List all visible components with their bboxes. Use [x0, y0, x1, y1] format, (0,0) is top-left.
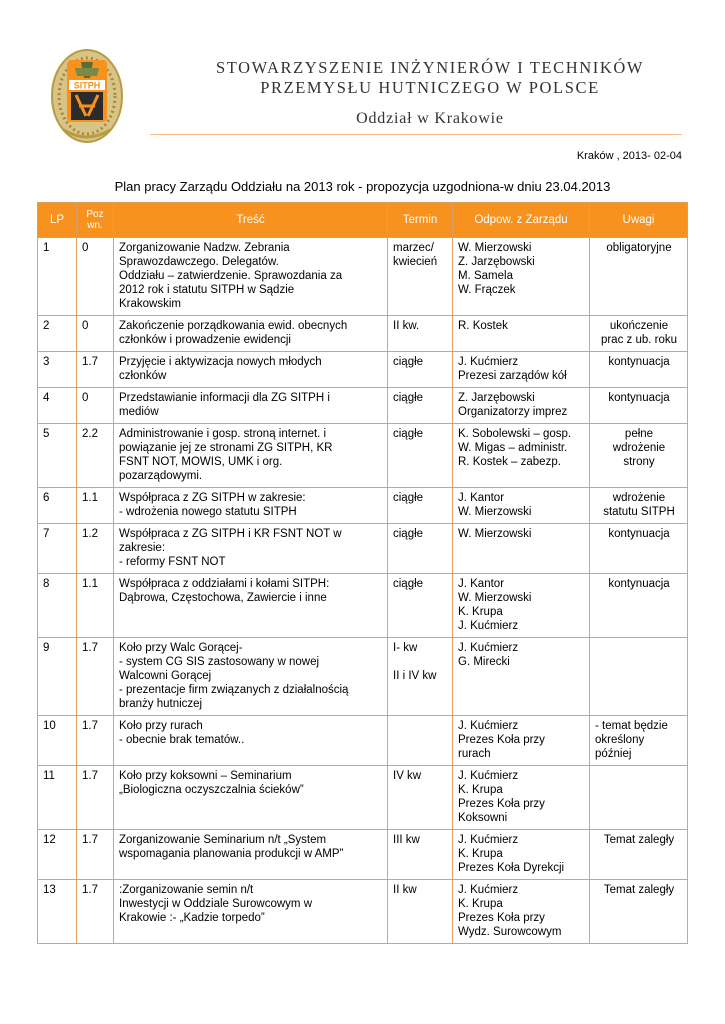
cell-odpow: K. Sobolewski – gosp. W. Migas – administr. R. Kostek – zabezp.: [453, 424, 590, 488]
cell-poz: 1.2: [77, 524, 114, 574]
cell-odpow: W. Mierzowski Z. Jarzębowski M. Samela W. Frączek: [453, 238, 590, 316]
cell-lp: 6: [38, 488, 77, 524]
table-row: [38, 716, 688, 766]
cell-odpow: J. Kantor W. Mierzowski K. Krupa J. Kućmierz: [453, 574, 590, 638]
cell-poz: 1.1: [77, 574, 114, 638]
cell-lp: 13: [38, 880, 77, 944]
work-plan-table: [37, 202, 688, 944]
cell-termin: marzec/ kwiecień: [388, 238, 453, 316]
table-row: [38, 424, 688, 488]
column-header-lp: LP: [38, 203, 77, 238]
cell-lp: 10: [38, 716, 77, 766]
cell-uwagi: kontynuacja: [590, 352, 688, 388]
table-row: [38, 524, 688, 574]
cell-lp: 9: [38, 638, 77, 716]
table-row: [38, 766, 688, 830]
header-rule: [150, 134, 682, 135]
cell-uwagi: pełne wdrożenie strony: [590, 424, 688, 488]
cell-termin: ciągłe: [388, 352, 453, 388]
table-body: [38, 238, 688, 944]
cell-termin: II kw: [388, 880, 453, 944]
table-row: [38, 574, 688, 638]
cell-odpow: R. Kostek: [453, 316, 590, 352]
cell-odpow: J. Kućmierz Prezesi zarządów kół: [453, 352, 590, 388]
cell-odpow: J. Kućmierz Prezes Koła przy rurach: [453, 716, 590, 766]
cell-tresc: Zorganizowanie Nadzw. Zebrania Sprawozdawczego. Delegatów. Oddziału – zatwierdzenie. Sprawozdania za 2012 rok i statutu SITPH w Sądzie Krakowskim: [114, 238, 388, 316]
cell-termin: IV kw: [388, 766, 453, 830]
sitph-logo: [50, 48, 124, 144]
cell-termin: II kw.: [388, 316, 453, 352]
cell-poz: 0: [77, 238, 114, 316]
cell-poz: 0: [77, 388, 114, 424]
cell-uwagi: ukończenie prac z ub. roku: [590, 316, 688, 352]
organization-name-line1: STOWARZYSZENIE INŻYNIERÓW I TECHNIKÓW: [215, 58, 645, 77]
cell-uwagi: wdrożenie statutu SITPH: [590, 488, 688, 524]
document-date: Kraków , 2013- 02-04: [576, 150, 682, 162]
branch-name: Oddział w Krakowie: [356, 110, 504, 127]
cell-lp: 11: [38, 766, 77, 830]
cell-tresc: Zorganizowanie Seminarium n/t „System wspomagania planowania produkcji w AMP”: [114, 830, 388, 880]
cell-tresc: Administrowanie i gosp. stroną internet. i powiązanie jej ze stronami ZG SITPH, KR FSNT NOT, MOWIS, UMK i org. pozarządowymi.: [114, 424, 388, 488]
cell-tresc: :Zorganizowanie semin n/t Inwestycji w Oddziale Surowcowym w Krakowie :- „Kadzie torpedo”: [114, 880, 388, 944]
cell-termin: I- kw II i IV kw: [388, 638, 453, 716]
cell-uwagi: Temat zaległy: [590, 880, 688, 944]
cell-odpow: J. Kućmierz K. Krupa Prezes Koła Dyrekcji: [453, 830, 590, 880]
cell-tresc: Współpraca z ZG SITPH w zakresie: - wdrożenia nowego statutu SITPH: [114, 488, 388, 524]
table-row: [38, 638, 688, 716]
cell-lp: 4: [38, 388, 77, 424]
cell-tresc: Przyjęcie i aktywizacja nowych młodych członków: [114, 352, 388, 388]
cell-tresc: Koło przy koksowni – Seminarium „Biologiczna oczyszczalnia ścieków”: [114, 766, 388, 830]
cell-poz: 1.7: [77, 352, 114, 388]
cell-odpow: J. Kućmierz K. Krupa Prezes Koła przy Wydz. Surowcowym: [453, 880, 590, 944]
document-title: Plan pracy Zarządu Oddziału na 2013 rok - propozycja uzgodniona-w dniu 23.04.2013: [114, 179, 611, 194]
cell-odpow: Z. Jarzębowski Organizatorzy imprez: [453, 388, 590, 424]
cell-poz: 1.7: [77, 880, 114, 944]
cell-termin: ciągłe: [388, 488, 453, 524]
table-row: [38, 830, 688, 880]
column-header-odpow: Odpow. z Zarządu: [453, 203, 590, 238]
table-row: [38, 388, 688, 424]
cell-uwagi: kontynuacja: [590, 388, 688, 424]
cell-poz: 1.1: [77, 488, 114, 524]
cell-tresc: Współpraca z oddziałami i kołami SITPH: Dąbrowa, Częstochowa, Zawiercie i inne: [114, 574, 388, 638]
table-row: [38, 352, 688, 388]
cell-termin: ciągłe: [388, 388, 453, 424]
table-row: [38, 238, 688, 316]
svg-text:SITPH: SITPH: [73, 80, 101, 91]
cell-uwagi: kontynuacja: [590, 574, 688, 638]
column-header-tresc: Treść: [114, 203, 388, 238]
cell-uwagi: obligatoryjne: [590, 238, 688, 316]
table-row: [38, 488, 688, 524]
cell-poz: 2.2: [77, 424, 114, 488]
cell-poz: 0: [77, 316, 114, 352]
cell-termin: ciągłe: [388, 424, 453, 488]
cell-termin: III kw: [388, 830, 453, 880]
cell-termin: ciągłe: [388, 524, 453, 574]
cell-tresc: Koło przy rurach - obecnie brak tematów..: [114, 716, 388, 766]
table-row: [38, 316, 688, 352]
cell-lp: 12: [38, 830, 77, 880]
cell-uwagi: kontynuacja: [590, 524, 688, 574]
cell-termin: ciągłe: [388, 574, 453, 638]
cell-uwagi: [590, 638, 688, 716]
table-header-row: [38, 203, 688, 238]
table-row: [38, 880, 688, 944]
column-header-termin: Termin: [388, 203, 453, 238]
cell-tresc: Współpraca z ZG SITPH i KR FSNT NOT w zakresie: - reformy FSNT NOT: [114, 524, 388, 574]
cell-termin: [388, 716, 453, 766]
cell-lp: 2: [38, 316, 77, 352]
cell-tresc: Koło przy Walc Gorącej- - system CG SIS zastosowany w nowej Walcowni Gorącej - prezentacje firm związanych z działalnością branży hutniczej: [114, 638, 388, 716]
cell-lp: 3: [38, 352, 77, 388]
column-header-poz: Poz wn.: [77, 203, 114, 238]
cell-uwagi: - temat będzie określony później: [590, 716, 688, 766]
cell-uwagi: Temat zaległy: [590, 830, 688, 880]
cell-lp: 5: [38, 424, 77, 488]
organization-name-line2: PRZEMYSŁU HUTNICZEGO W POLSCE: [260, 78, 600, 97]
cell-odpow: J. Kućmierz G. Mirecki: [453, 638, 590, 716]
cell-uwagi: [590, 766, 688, 830]
cell-lp: 7: [38, 524, 77, 574]
column-header-uwagi: Uwagi: [590, 203, 688, 238]
cell-tresc: Zakończenie porządkowania ewid. obecnych członków i prowadzenie ewidencji: [114, 316, 388, 352]
cell-poz: 1.7: [77, 830, 114, 880]
cell-poz: 1.7: [77, 716, 114, 766]
cell-odpow: J. Kućmierz K. Krupa Prezes Koła przy Koksowni: [453, 766, 590, 830]
cell-odpow: J. Kantor W. Mierzowski: [453, 488, 590, 524]
cell-poz: 1.7: [77, 638, 114, 716]
cell-odpow: W. Mierzowski: [453, 524, 590, 574]
cell-lp: 1: [38, 238, 77, 316]
cell-tresc: Przedstawianie informacji dla ZG SITPH i mediów: [114, 388, 388, 424]
cell-poz: 1.7: [77, 766, 114, 830]
cell-lp: 8: [38, 574, 77, 638]
